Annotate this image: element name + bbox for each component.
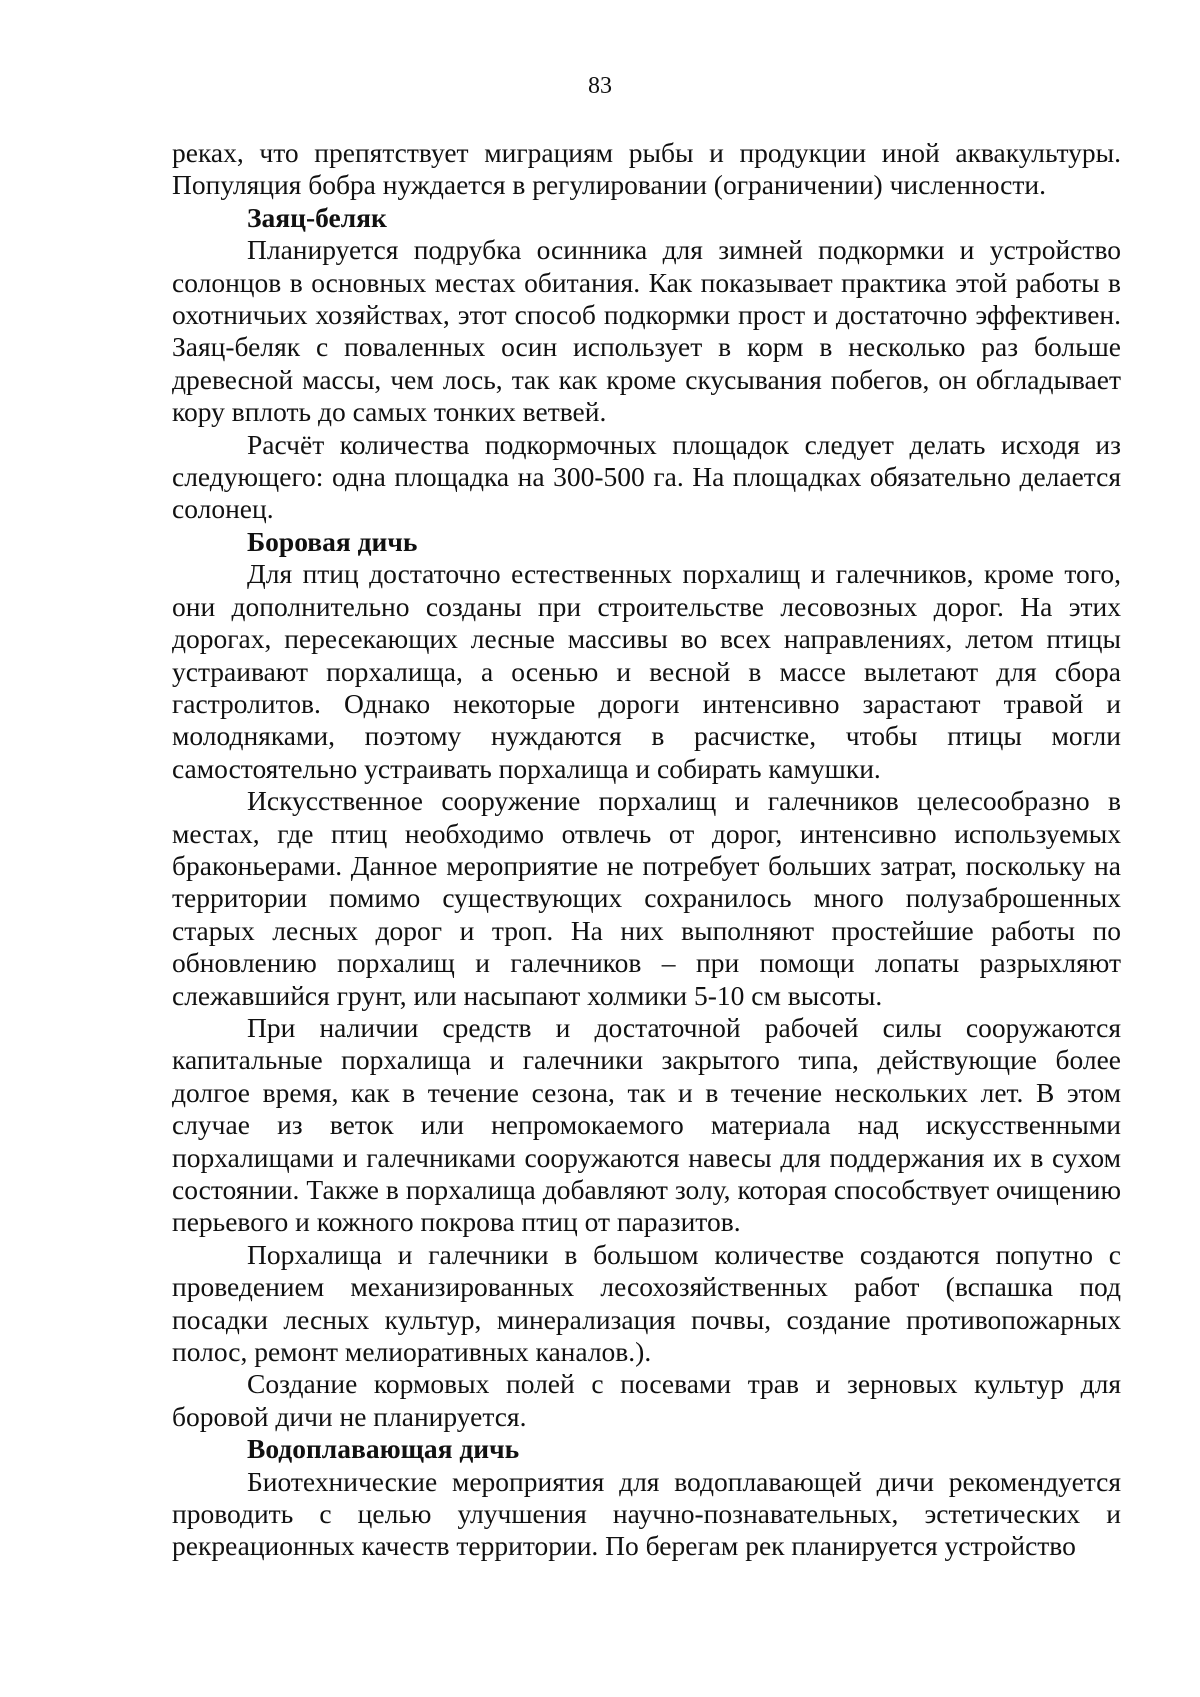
paragraph-artificial-construction: Искусственное сооружение порхалищ и галечников целесообразно в местах, где птиц необходимо отвлечь от дорог, интенсивно используемых браконьерами. Данное мероприятие не потребует больших затрат, поскольку на территории помимо существующих сохранилось много полузаброшенных старых лесных дорог и троп. На них выполняют простейшие работы по обновлению порхалищ и галечников – при помощи лопаты разрыхляют слежавшийся грунт, или насыпают холмики 5-10 см высоты. [172,785,1121,1011]
paragraph-capital-structures: При наличии средств и достаточной рабочей силы сооружаются капитальные порхалища и галечники закрытого типа, действующие более долгое время, как в течение сезона, так и в течение нескольких лет. В этом случае из веток или непромокаемого материала над искусственными порхалищами и галечниками сооружаются навесы для поддержания их в сухом состоянии. Также в порхалища добавляют золу, которая способствует очищению перьевого и кожного покрова птиц от паразитов. [172,1011,1121,1238]
page-number: 83 [588,73,612,99]
paragraph-feeding-sites: Расчёт количества подкормочных площадок следует делать исходя из следующего: одна площадка на 300-500 га. На площадках обязательно делается солонец. [172,428,1121,525]
paragraph-dust-baths: Для птиц достаточно естественных порхалищ и галечников, кроме того, они дополнительно созданы при строительстве лесовозных дорог. На этих дорогах, пересекающих лесные массивы во всех направлениях, летом птицы устраивают порхалища, а осенью и весной в массе вылетают для сбора гастролитов. Однако некоторые дороги интенсивно зарастают травой и молодняками, поэтому нуждаются в расчистке, чтобы птицы могли самостоятельно устраивать порхалища и собирать камушки. [172,558,1121,784]
paragraph-mechanized-works: Порхалища и галечники в большом количестве создаются попутно с проведением механизированных лесохозяйственных работ (вспашка под посадки лесных культур, минерализация почвы, создание противопожарных полос, ремонт мелиоративных каналов.). [172,1238,1121,1368]
paragraph-waterfowl-measures: Биотехнические мероприятия для водоплавающей дичи рекомендуется проводить с целью улучшения научно-познавательных, эстетических и рекреационных качеств территории. По берегам рек планируется устройство [172,1465,1121,1562]
section-heading-upland-game: Боровая дичь [247,525,418,557]
paragraph-continuation: реках, что препятствует миграциям рыбы и продукции иной аквакультуры. Популяция бобра нуждается в регулировании (ограничении) численности. [172,137,1121,201]
paragraph-feeding-fields: Создание кормовых полей с посевами трав и зерновых культур для боровой дичи не планируется. [172,1368,1121,1432]
paragraph-hare-feeding: Планируется подрубка осинника для зимней подкормки и устройство солонцов в основных местах обитания. Как показывает практика этой работы в охотничьих хозяйствах, этот способ подкормки прост и достаточно эффективен. Заяц-беляк с поваленных осин использует в корм в несколько раз больше древесной массы, чем лось, так как кроме скусывания побегов, он обгладывает кору вплоть до самых тонких ветвей. [172,234,1121,428]
section-heading-waterfowl: Водоплавающая дичь [247,1433,520,1465]
document-body [172,137,1121,1563]
section-heading-hare: Заяц-беляк [247,201,387,233]
